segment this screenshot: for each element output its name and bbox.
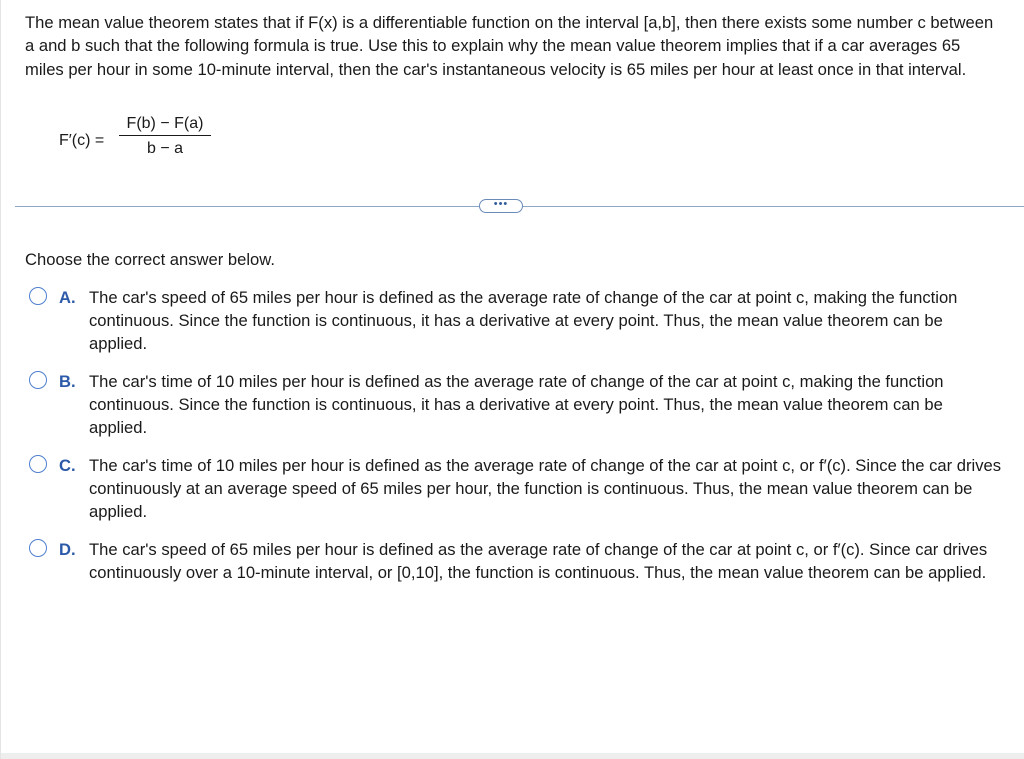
option-text-b[interactable]: The car's time of 10 miles per hour is defined as the average rate of change of the car at point c, making the function continuous. Since the function is continuous, it has a derivative at every point. Thus, the mean value theorem can be applied. xyxy=(89,372,944,438)
option-text-d[interactable]: The car's speed of 65 miles per hour is defined as the average rate of change of the car at point c, or f′(c). Since car drives continuously over a 10-minute interval, or [0,10], the function is continuous. Thus, the mean value theorem can be applied. xyxy=(89,540,988,583)
radio-button-c[interactable] xyxy=(29,455,47,473)
option-letter-b: B. xyxy=(59,372,76,391)
question-text: The mean value theorem states that if F(x) is a differentiable function on the interval [a,b], then there exists some number c between a and b such that the following formula is true. Use this to explain why the mean value theorem implies that if a car averages 65 miles per hour in some 10-minute interval, then the car's instantaneous velocity is 65 miles per hour at least once in that interval. xyxy=(25,13,994,79)
radio-button-d[interactable] xyxy=(29,539,47,557)
formula-denominator: b − a xyxy=(146,140,184,157)
formula-numerator: F(b) − F(a) xyxy=(119,113,211,136)
formula-fraction xyxy=(119,113,211,162)
option-letter-a: A. xyxy=(59,288,76,307)
radio-button-a[interactable] xyxy=(29,287,47,305)
option-text-a[interactable]: The car's speed of 65 miles per hour is defined as the average rate of change of the car at point c, making the function continuous. Since the function is continuous, it has a derivative at every point. Thus, the mean value theorem can be applied. xyxy=(89,288,958,354)
option-text-c[interactable]: The car's time of 10 miles per hour is defined as the average rate of change of the car at point c, or f′(c). Since the car drives continuously at an average speed of 65 miles per hour, the function is continuous. Thus, the mean value theorem can be applied. xyxy=(89,456,1002,522)
answer-prompt: Choose the correct answer below. xyxy=(25,250,275,269)
radio-button-b[interactable] xyxy=(29,371,47,389)
bottom-bar xyxy=(1,753,1024,759)
option-letter-d: D. xyxy=(59,540,76,559)
more-options-button[interactable]: ••• xyxy=(479,199,523,213)
formula-lhs: F′(c) = xyxy=(59,132,105,149)
option-letter-c: C. xyxy=(59,456,76,475)
